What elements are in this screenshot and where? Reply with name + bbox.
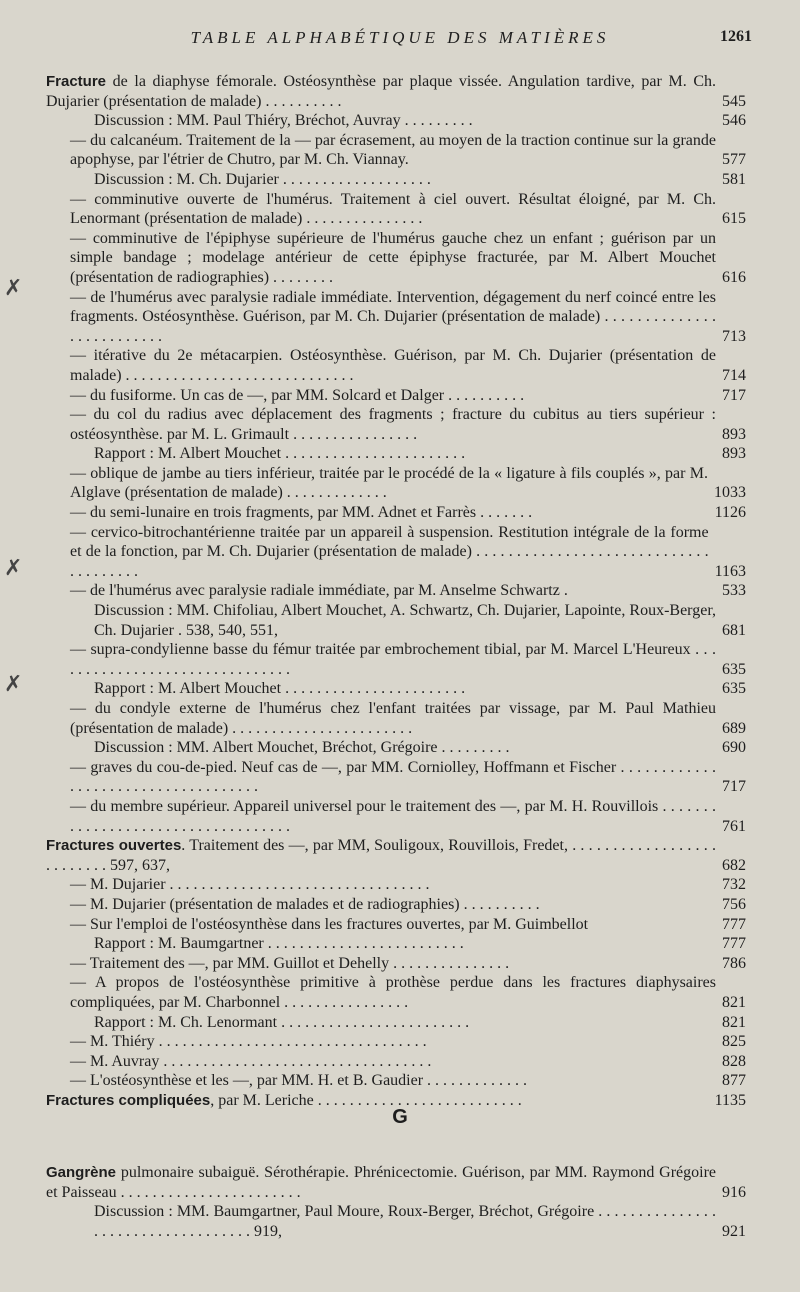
entry-body: — Sur l'emploi de l'ostéosynthèse dans les fractures ouvertes, par M. Guimbellot xyxy=(70,915,589,933)
entry-text xyxy=(70,288,716,347)
entry-head-term: Fractures ouvertes xyxy=(46,837,182,855)
index-entry xyxy=(46,915,746,935)
entry-text xyxy=(46,72,716,111)
entry-page-ref: 615 xyxy=(722,210,746,228)
entry-text xyxy=(70,523,709,582)
entry-text xyxy=(70,699,716,738)
index-entry xyxy=(46,1032,746,1052)
entry-page-ref: 761 xyxy=(722,817,746,835)
entry-body: — L'ostéosynthèse et les —, par MM. H. et B. Gaudier . . . . . . . . . . . . . xyxy=(70,1072,528,1090)
entry-text xyxy=(70,581,716,601)
entry-page-ref: 635 xyxy=(722,660,746,678)
index-entry xyxy=(46,1202,746,1241)
entry-page-ref: 821 xyxy=(722,993,746,1011)
entry-text xyxy=(46,1163,716,1202)
entry-body: . Traitement des —, par MM, Souligoux, Rouvillois, Fredet, . . . . . . . . . . . . . . . . . . . . . . . . . . 597, 637, xyxy=(46,837,717,874)
index-entry xyxy=(46,464,746,503)
entry-page-ref: 682 xyxy=(722,856,746,874)
entry-text xyxy=(70,131,716,170)
entry-page-ref: 577 xyxy=(722,151,746,169)
entry-body: — A propos de l'ostéosynthèse primitive à prothèse perdue dans les fractures diaphysaires compliquées, par M. Charbonnel . . . . . . . . . . . . . . . . xyxy=(70,974,716,1011)
entry-page-ref: 717 xyxy=(722,386,746,404)
entry-body: — M. Dujarier (présentation de malades et de radiographies) . . . . . . . . . . xyxy=(70,895,540,913)
index-entry xyxy=(46,738,746,758)
entry-page-ref: 893 xyxy=(722,425,746,443)
entry-body: Discussion : MM. Paul Thiéry, Bréchot, Auvray . . . . . . . . . xyxy=(94,112,473,130)
entry-body: — M. Dujarier . . . . . . . . . . . . . . . . . . . . . . . . . . . . . . . . . xyxy=(70,876,430,894)
entry-body: — cervico-bitrochantérienne traitée par un appareil à suspension. Restitution intégrale de la forme et de la fonction, par M. Ch. Dujarier (présentation de malade) . . . . . . . . . . . . . . . . . . . . . . . . . . . . . . . . . . . . . . xyxy=(70,523,709,580)
entry-body: Rapport : M. Ch. Lenormant . . . . . . . . . . . . . . . . . . . . . . . . xyxy=(94,1013,470,1031)
index-entry xyxy=(46,875,746,895)
entry-body: Rapport : M. Baumgartner . . . . . . . . . . . . . . . . . . . . . . . . . xyxy=(94,935,464,953)
entry-body: Discussion : MM. Baumgartner, Paul Moure, Roux-Berger, Bréchot, Grégoire . . . . . . . . . . . . . . . . . . . . . . . . . . . . . . . . . . . 919, xyxy=(94,1203,716,1240)
entry-body: , par M. Leriche . . . . . . . . . . . . . . . . . . . . . . . . . . xyxy=(210,1091,522,1109)
entry-body: — M. Auvray . . . . . . . . . . . . . . . . . . . . . . . . . . . . . . . . . . xyxy=(70,1052,432,1070)
entry-text xyxy=(70,797,716,836)
entry-page-ref: 1163 xyxy=(714,562,746,580)
index-entry xyxy=(46,1163,746,1202)
entry-page-ref: 732 xyxy=(722,876,746,894)
entry-text xyxy=(70,1052,716,1072)
margin-mark-pen: ✗ xyxy=(4,276,23,301)
entry-text xyxy=(94,444,716,464)
index-section-g xyxy=(46,1163,746,1241)
entry-page-ref: 713 xyxy=(722,327,746,345)
entry-text xyxy=(94,679,716,699)
entry-page-ref: 681 xyxy=(722,621,746,639)
entry-page-ref: 545 xyxy=(722,92,746,110)
margin-mark-pen: ✗ xyxy=(4,672,23,697)
entry-body: — de l'humérus avec paralysie radiale immédiate. Intervention, dégagement du nerf coincé entre les fragments. Ostéosynthèse. Guérison, par M. Ch. Dujarier (présentation de malade) . . . . . . . . . . . . . . . . . . . . . . . . . . xyxy=(70,288,716,345)
index-section-f xyxy=(46,72,746,1110)
entry-text xyxy=(94,1013,716,1033)
entry-body: — comminutive de l'épiphyse supérieure de l'humérus gauche chez un enfant ; guérison par un simple bandage ; modelage antérieur de cette épiphyse fracturée, par M. Albert Mouchet (présentation de radiographies) . . . . . . . . xyxy=(70,229,716,286)
entry-body: — oblique de jambe au tiers inférieur, traitée par le procédé de la « ligature à fils couplés », par M. Alglave (présentation de malade) . . . . . . . . . . . . . xyxy=(70,464,708,502)
entry-page-ref: 689 xyxy=(722,719,746,737)
index-entry xyxy=(46,131,746,170)
entry-text xyxy=(70,464,708,503)
entry-text xyxy=(70,346,716,385)
entry-body: — itérative du 2e métacarpien. Ostéosynthèse. Guérison, par M. Ch. Dujarier (présentation de malade) . . . . . . . . . . . . . . . . . . . . . . . . . . . . . xyxy=(70,347,716,384)
entry-page-ref: 877 xyxy=(722,1072,746,1090)
entry-body: — Traitement des —, par MM. Guillot et Dehelly . . . . . . . . . . . . . . . xyxy=(70,954,510,972)
index-entry xyxy=(46,1071,746,1091)
index-entry xyxy=(46,288,746,347)
entry-body: Rapport : M. Albert Mouchet . . . . . . . . . . . . . . . . . . . . . . . xyxy=(94,445,466,463)
entry-page-ref: 546 xyxy=(722,112,746,130)
entry-text xyxy=(70,875,716,895)
index-entry xyxy=(46,640,746,679)
entry-body: — du condyle externe de l'humérus chez l'enfant traitées par vissage, par M. Paul Mathieu (présentation de malade) . . . . . . . . . . . . . . . . . . . . . . . xyxy=(70,700,716,737)
index-entry xyxy=(46,386,746,406)
running-title: TABLE ALPHABÉTIQUE DES MATIÈRES xyxy=(190,28,610,47)
entry-body: de la diaphyse fémorale. Ostéosynthèse par plaque vissée. Angulation tardive, par M. Ch. Dujarier (présentation de malade) . . . . . . . . . . xyxy=(46,73,716,110)
index-entry xyxy=(46,1052,746,1072)
entry-body: — du membre supérieur. Appareil universel pour le traitement des —, par M. H. Rouvillois . . . . . . . . . . . . . . . . . . . . . . . . . . . . . . . . . . . xyxy=(70,797,716,835)
index-entry xyxy=(46,523,746,582)
entry-text xyxy=(70,973,716,1012)
entry-page-ref: 1126 xyxy=(714,504,746,522)
entry-text xyxy=(70,229,716,288)
entry-body: — du semi-lunaire en trois fragments, par MM. Adnet et Farrès . . . . . . . xyxy=(70,504,533,522)
index-entry xyxy=(46,601,746,640)
entry-text xyxy=(70,386,716,406)
index-entry xyxy=(46,229,746,288)
entry-text xyxy=(70,190,716,229)
index-entry xyxy=(46,954,746,974)
entry-text xyxy=(94,934,716,954)
entry-text xyxy=(70,1032,716,1052)
index-entry xyxy=(46,836,746,875)
entry-page-ref: 828 xyxy=(722,1052,746,1070)
index-entry xyxy=(46,503,746,523)
entry-body: — du col du radius avec déplacement des fragments ; fracture du cubitus au tiers supérieur : ostéosynthèse. par M. L. Grimault . . . . . . . . . . . . . . . . xyxy=(70,406,716,443)
entry-text xyxy=(70,758,716,797)
entry-text xyxy=(94,111,716,131)
index-entry xyxy=(46,973,746,1012)
entry-text xyxy=(70,895,716,915)
index-entry xyxy=(46,934,746,954)
index-entry xyxy=(46,679,746,699)
entry-body: — du calcanéum. Traitement de la — par écrasement, au moyen de la traction continue sur la grande apophyse, par l'étrier de Chutro, par M. Ch. Viannay. xyxy=(70,131,716,169)
index-entry xyxy=(46,895,746,915)
page-header xyxy=(0,28,800,54)
entry-text xyxy=(70,405,716,444)
entry-page-ref: 635 xyxy=(722,680,746,698)
entry-page-ref: 581 xyxy=(722,170,746,188)
entry-head-term: Fractures compliquées xyxy=(46,1091,211,1109)
entry-body: Rapport : M. Albert Mouchet . . . . . . . . . . . . . . . . . . . . . . . xyxy=(94,680,466,698)
index-entry xyxy=(46,758,746,797)
entry-page-ref: 756 xyxy=(722,895,746,913)
entry-page-ref: 893 xyxy=(722,445,746,463)
entry-page-ref: 777 xyxy=(722,915,746,933)
entry-text xyxy=(70,503,709,523)
entry-page-ref: 786 xyxy=(722,954,746,972)
entry-body: — du fusiforme. Un cas de —, par MM. Solcard et Dalger . . . . . . . . . . xyxy=(70,386,525,404)
entry-body: — graves du cou-de-pied. Neuf cas de —, par MM. Corniolley, Hoffmann et Fischer . . . . . . . . . . . . . . . . . . . . . . . . . . . . . . . . . . . . xyxy=(70,758,716,796)
entry-page-ref: 1135 xyxy=(714,1091,746,1109)
entry-page-ref: 717 xyxy=(722,778,746,796)
margin-mark-pen: ✗ xyxy=(4,556,23,581)
entry-body: Discussion : MM. Chifoliau, Albert Mouchet, A. Schwartz, Ch. Dujarier, Lapointe, Roux-Berger, Ch. Dujarier . 538, 540, 551, xyxy=(94,602,716,639)
entry-text xyxy=(70,640,716,679)
index-entry xyxy=(46,346,746,385)
entry-body: Discussion : M. Ch. Dujarier . . . . . . . . . . . . . . . . . . . xyxy=(94,170,431,188)
entry-page-ref: 616 xyxy=(722,268,746,286)
entry-body: Discussion : MM. Albert Mouchet, Bréchot, Grégoire . . . . . . . . . xyxy=(94,739,510,757)
entry-page-ref: 821 xyxy=(722,1013,746,1031)
entry-text xyxy=(94,170,716,190)
entry-page-ref: 533 xyxy=(722,582,746,600)
entry-page-ref: 825 xyxy=(722,1033,746,1051)
index-entry xyxy=(46,190,746,229)
index-entry xyxy=(46,111,746,131)
entry-page-ref: 690 xyxy=(722,739,746,757)
index-entry xyxy=(46,405,746,444)
entry-page-ref: 777 xyxy=(722,935,746,953)
entry-text xyxy=(70,915,716,935)
index-entry xyxy=(46,444,746,464)
section-letter: G xyxy=(392,1106,408,1128)
entry-text xyxy=(94,738,716,758)
entry-body: — supra-condylienne basse du fémur traitée par embrochement tibial, par M. Marcel L'Heureux . . . . . . . . . . . . . . . . . . . . . . . . . . . . . . . xyxy=(70,641,716,678)
entry-body: — de l'humérus avec paralysie radiale immédiate, par M. Anselme Schwartz . xyxy=(70,582,568,600)
entry-body: — comminutive ouverte de l'humérus. Traitement à ciel ouvert. Résultat éloigné, par M. Ch. Lenormant (présentation de malade) . . . . . . . . . . . . . . . xyxy=(70,190,716,228)
index-entry xyxy=(46,581,746,601)
entry-head-term: Fracture xyxy=(46,73,107,90)
entry-head-term: Gangrène xyxy=(46,1164,117,1181)
entry-text xyxy=(70,954,716,974)
index-entry xyxy=(46,170,746,190)
entry-text xyxy=(46,836,716,875)
entry-page-ref: 921 xyxy=(722,1222,746,1240)
entry-body: pulmonaire subaiguë. Sérothérapie. Phrénicectomie. Guérison, par MM. Raymond Grégoire et Paisseau . . . . . . . . . . . . . . . . . . . . . . . xyxy=(46,1164,716,1201)
entry-page-ref: 714 xyxy=(722,366,746,384)
index-entry xyxy=(46,1013,746,1033)
index-entry xyxy=(46,72,746,111)
entry-text xyxy=(94,1202,716,1241)
index-entry xyxy=(46,797,746,836)
index-entry xyxy=(46,699,746,738)
entry-body: — M. Thiéry . . . . . . . . . . . . . . . . . . . . . . . . . . . . . . . . . . xyxy=(70,1033,427,1051)
page-number: 1261 xyxy=(720,28,752,45)
entry-text xyxy=(70,1071,716,1091)
entry-page-ref: 916 xyxy=(722,1183,746,1201)
entry-text xyxy=(94,601,716,640)
entry-page-ref: 1033 xyxy=(714,484,746,502)
